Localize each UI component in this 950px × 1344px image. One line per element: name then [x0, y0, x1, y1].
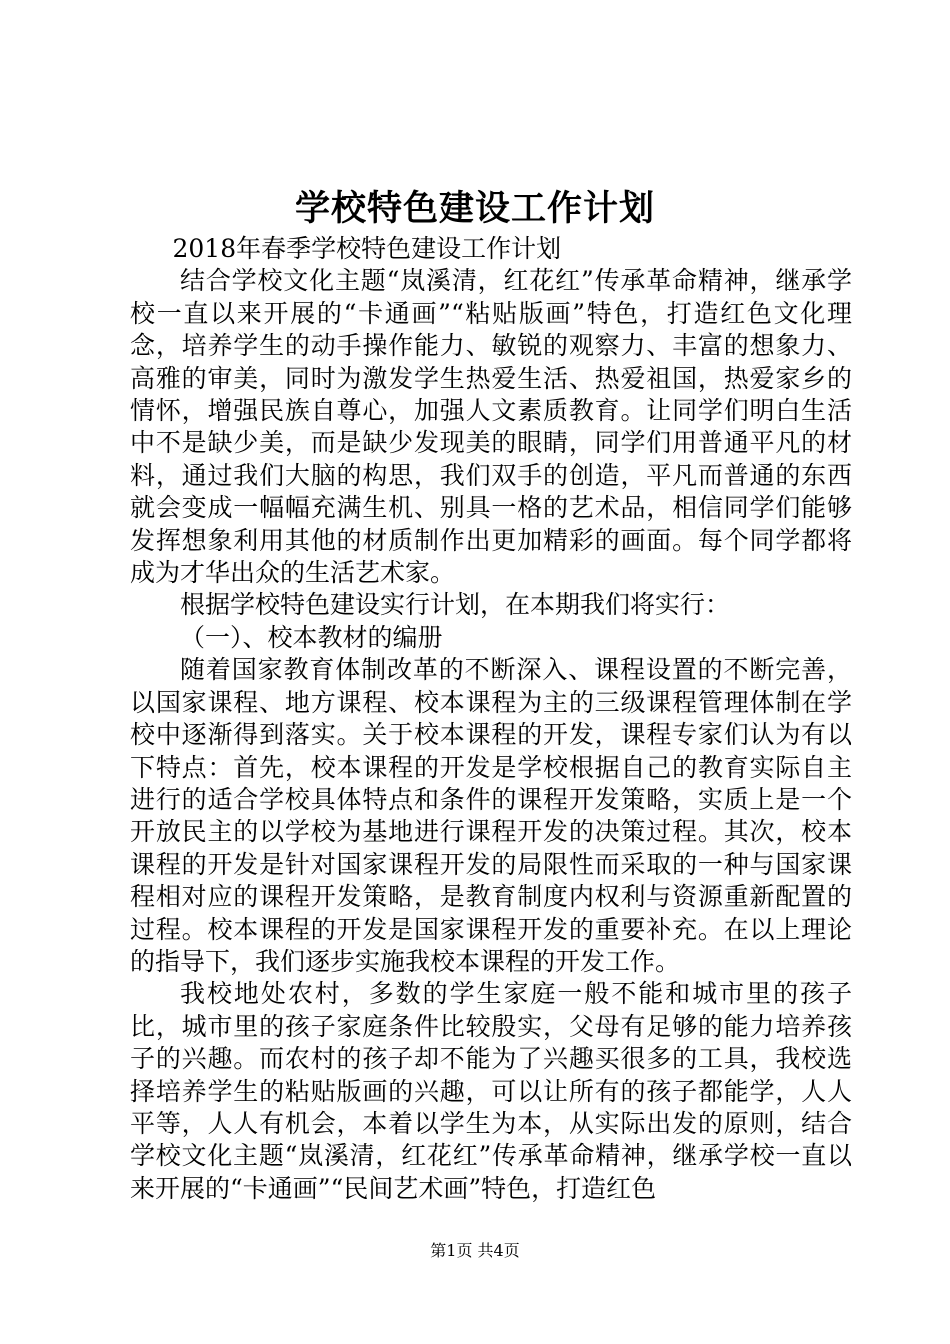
paragraph-rural-school: 我校地处农村，多数的学生家庭一般不能和城市里的孩子比，城市里的孩子家庭条件比较殷实，父母有足够的能力培养孩子的兴趣。而农村的孩子却不能为了兴趣买很多的工具，我校选择培养学生的粘贴版画的兴趣，可以让所有的孩子都能学，人人平等，人人有机会，本着以学生为本，从实际出发的原则，结合学校文化主题“岚溪清，红花红”传承革命精神，继承学校一直以来开展的“卡通画”“民间艺术画”特色，打造红色 — [130, 979, 852, 1203]
section-heading: （一）、校本教材的编册 — [180, 622, 443, 652]
page-footer: 第1页 共4页 — [430, 1241, 520, 1260]
paragraph-plan: 根据学校特色建设实行计划，在本期我们将实行： — [180, 590, 731, 620]
paragraph-intro: 结合学校文化主题“岚溪清，红花红”传承革命精神，继承学校一直以来开展的“卡通画”“粘贴版画”特色，打造红色文化理念，培养学生的动手操作能力、敏锐的观察力、丰富的想象力、高雅的审美，同时为激发学生热爱生活、热爱祖国，热爱家乡的情怀，增强民族自尊心，加强人文素质教育。让同学们明白生活中不是缺少美，而是缺少发现美的眼睛，同学们用普通平凡的材料，通过我们大脑的构思，我们双手的创造，平凡而普通的东西就会变成一幅幅充满生机、别具一格的艺术品，相信同学们能够发挥想象利用其他的材质制作出更加精彩的画面。每个同学都将成为才华出众的生活艺术家。 — [130, 266, 852, 588]
document-body — [130, 233, 852, 1205]
document-subtitle: 2018年春季学校特色建设工作计划 — [172, 234, 562, 263]
paragraph-curriculum: 随着国家教育体制改革的不断深入、课程设置的不断完善，以国家课程、地方课程、校本课程为主的三级课程管理体制在学校中逐渐得到落实。关于校本课程的开发，课程专家们认为有以下特点：首先，校本课程的开发是学校根据自己的教育实际自主进行的适合学校具体特点和条件的课程开发策略，实质上是一个开放民主的以学校为基地进行课程开发的决策过程。其次，校本课程的开发是针对国家课程开发的局限性而采取的一种与国家课程相对应的课程开发策略，是教育制度内权利与资源重新配置的过程。校本课程的开发是国家课程开发的重要补充。在以上理论的指导下，我们逐步实施我校本课程的开发工作。 — [130, 655, 852, 976]
document-title: 学校特色建设工作计划 — [294, 188, 655, 229]
